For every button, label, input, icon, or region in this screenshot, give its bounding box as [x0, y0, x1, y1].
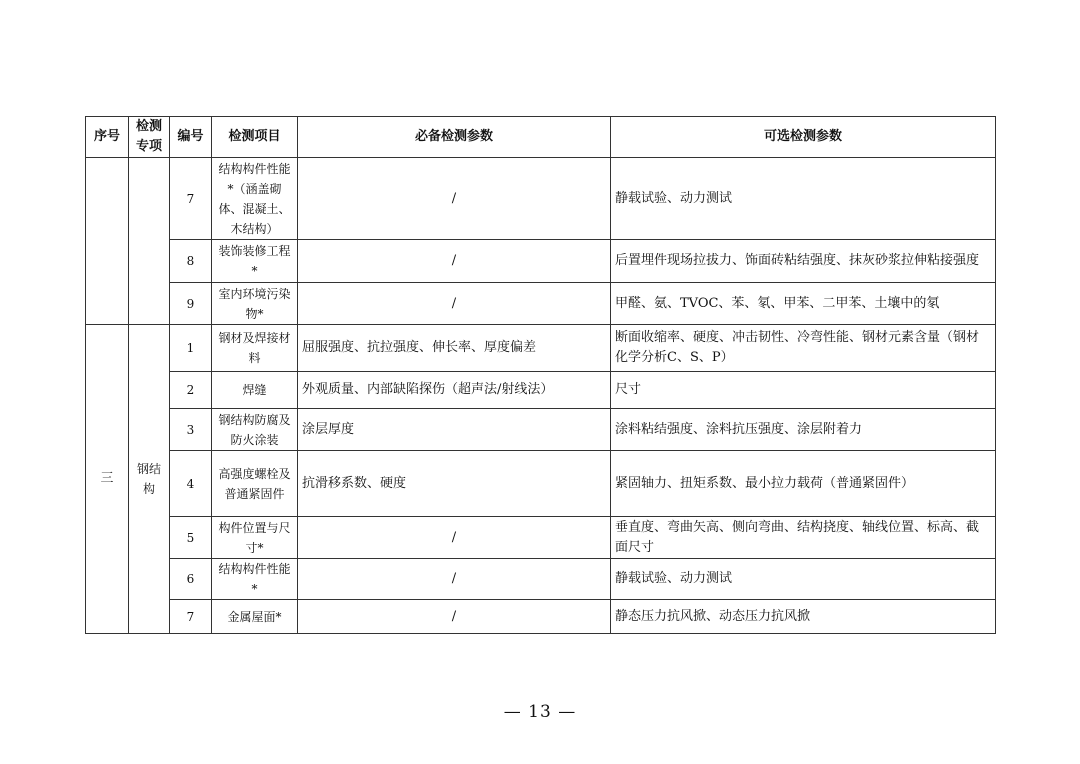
row-required: /	[298, 240, 611, 283]
table-row	[86, 559, 996, 600]
category-cell-continued	[129, 158, 170, 325]
row-code: 7	[170, 158, 212, 240]
row-required: /	[298, 283, 611, 325]
row-optional: 甲醛、氨、TVOC、苯、氡、甲苯、二甲苯、土壤中的氡	[611, 283, 996, 325]
row-required: 外观质量、内部缺陷探伤（超声法/射线法）	[298, 372, 611, 409]
row-optional: 静态压力抗风掀、动态压力抗风掀	[611, 600, 996, 634]
row-item: 室内环境污染物*	[212, 283, 298, 325]
seq-cell-continued	[86, 158, 129, 325]
page-number: — 13 —	[503, 702, 577, 722]
row-code: 2	[170, 372, 212, 409]
header-category: 检测专项	[129, 117, 170, 158]
table-row	[86, 240, 996, 283]
table-header-row	[86, 117, 996, 158]
table-row	[86, 283, 996, 325]
row-optional: 尺寸	[611, 372, 996, 409]
table-row	[86, 409, 996, 451]
table-row	[86, 372, 996, 409]
table-row	[86, 600, 996, 634]
header-seq: 序号	[86, 117, 129, 158]
table-row	[86, 158, 996, 240]
row-optional: 紧固轴力、扭矩系数、最小拉力载荷（普通紧固件）	[611, 451, 996, 517]
row-optional: 静载试验、动力测试	[611, 559, 996, 600]
row-item: 结构构件性能*	[212, 559, 298, 600]
row-code: 6	[170, 559, 212, 600]
row-required: 屈服强度、抗拉强度、伸长率、厚度偏差	[298, 325, 611, 372]
table-row	[86, 325, 996, 372]
row-optional: 涂料粘结强度、涂料抗压强度、涂层附着力	[611, 409, 996, 451]
row-code: 5	[170, 517, 212, 559]
row-item: 结构构件性能*（涵盖砌体、混凝土、木结构）	[212, 158, 298, 240]
row-item: 构件位置与尺寸*	[212, 517, 298, 559]
row-item: 金属屋面*	[212, 600, 298, 634]
row-required: /	[298, 517, 611, 559]
inspection-parameters-table	[85, 116, 996, 634]
row-optional: 断面收缩率、硬度、冲击韧性、冷弯性能、钢材元素含量（钢材化学分析C、S、P）	[611, 325, 996, 372]
row-item: 焊缝	[212, 372, 298, 409]
row-code: 8	[170, 240, 212, 283]
row-code: 9	[170, 283, 212, 325]
header-code: 编号	[170, 117, 212, 158]
row-item: 钢结构防腐及防火涂装	[212, 409, 298, 451]
row-optional: 静载试验、动力测试	[611, 158, 996, 240]
header-required-params: 必备检测参数	[298, 117, 611, 158]
row-optional: 后置埋件现场拉拔力、饰面砖粘结强度、抹灰砂浆拉伸粘接强度	[611, 240, 996, 283]
row-item: 高强度螺栓及普通紧固件	[212, 451, 298, 517]
row-code: 7	[170, 600, 212, 634]
table-row	[86, 451, 996, 517]
row-code: 3	[170, 409, 212, 451]
row-required: 涂层厚度	[298, 409, 611, 451]
row-code: 4	[170, 451, 212, 517]
category-cell: 钢结构	[129, 325, 170, 634]
header-item: 检测项目	[212, 117, 298, 158]
row-optional: 垂直度、弯曲矢高、侧向弯曲、结构挠度、轴线位置、标高、截面尺寸	[611, 517, 996, 559]
row-required: /	[298, 559, 611, 600]
row-required: /	[298, 600, 611, 634]
header-optional-params: 可选检测参数	[611, 117, 996, 158]
row-required: 抗滑移系数、硬度	[298, 451, 611, 517]
row-code: 1	[170, 325, 212, 372]
table-row	[86, 517, 996, 559]
seq-cell: 三	[86, 325, 129, 634]
row-item: 装饰装修工程*	[212, 240, 298, 283]
row-required: /	[298, 158, 611, 240]
row-item: 钢材及焊接材料	[212, 325, 298, 372]
